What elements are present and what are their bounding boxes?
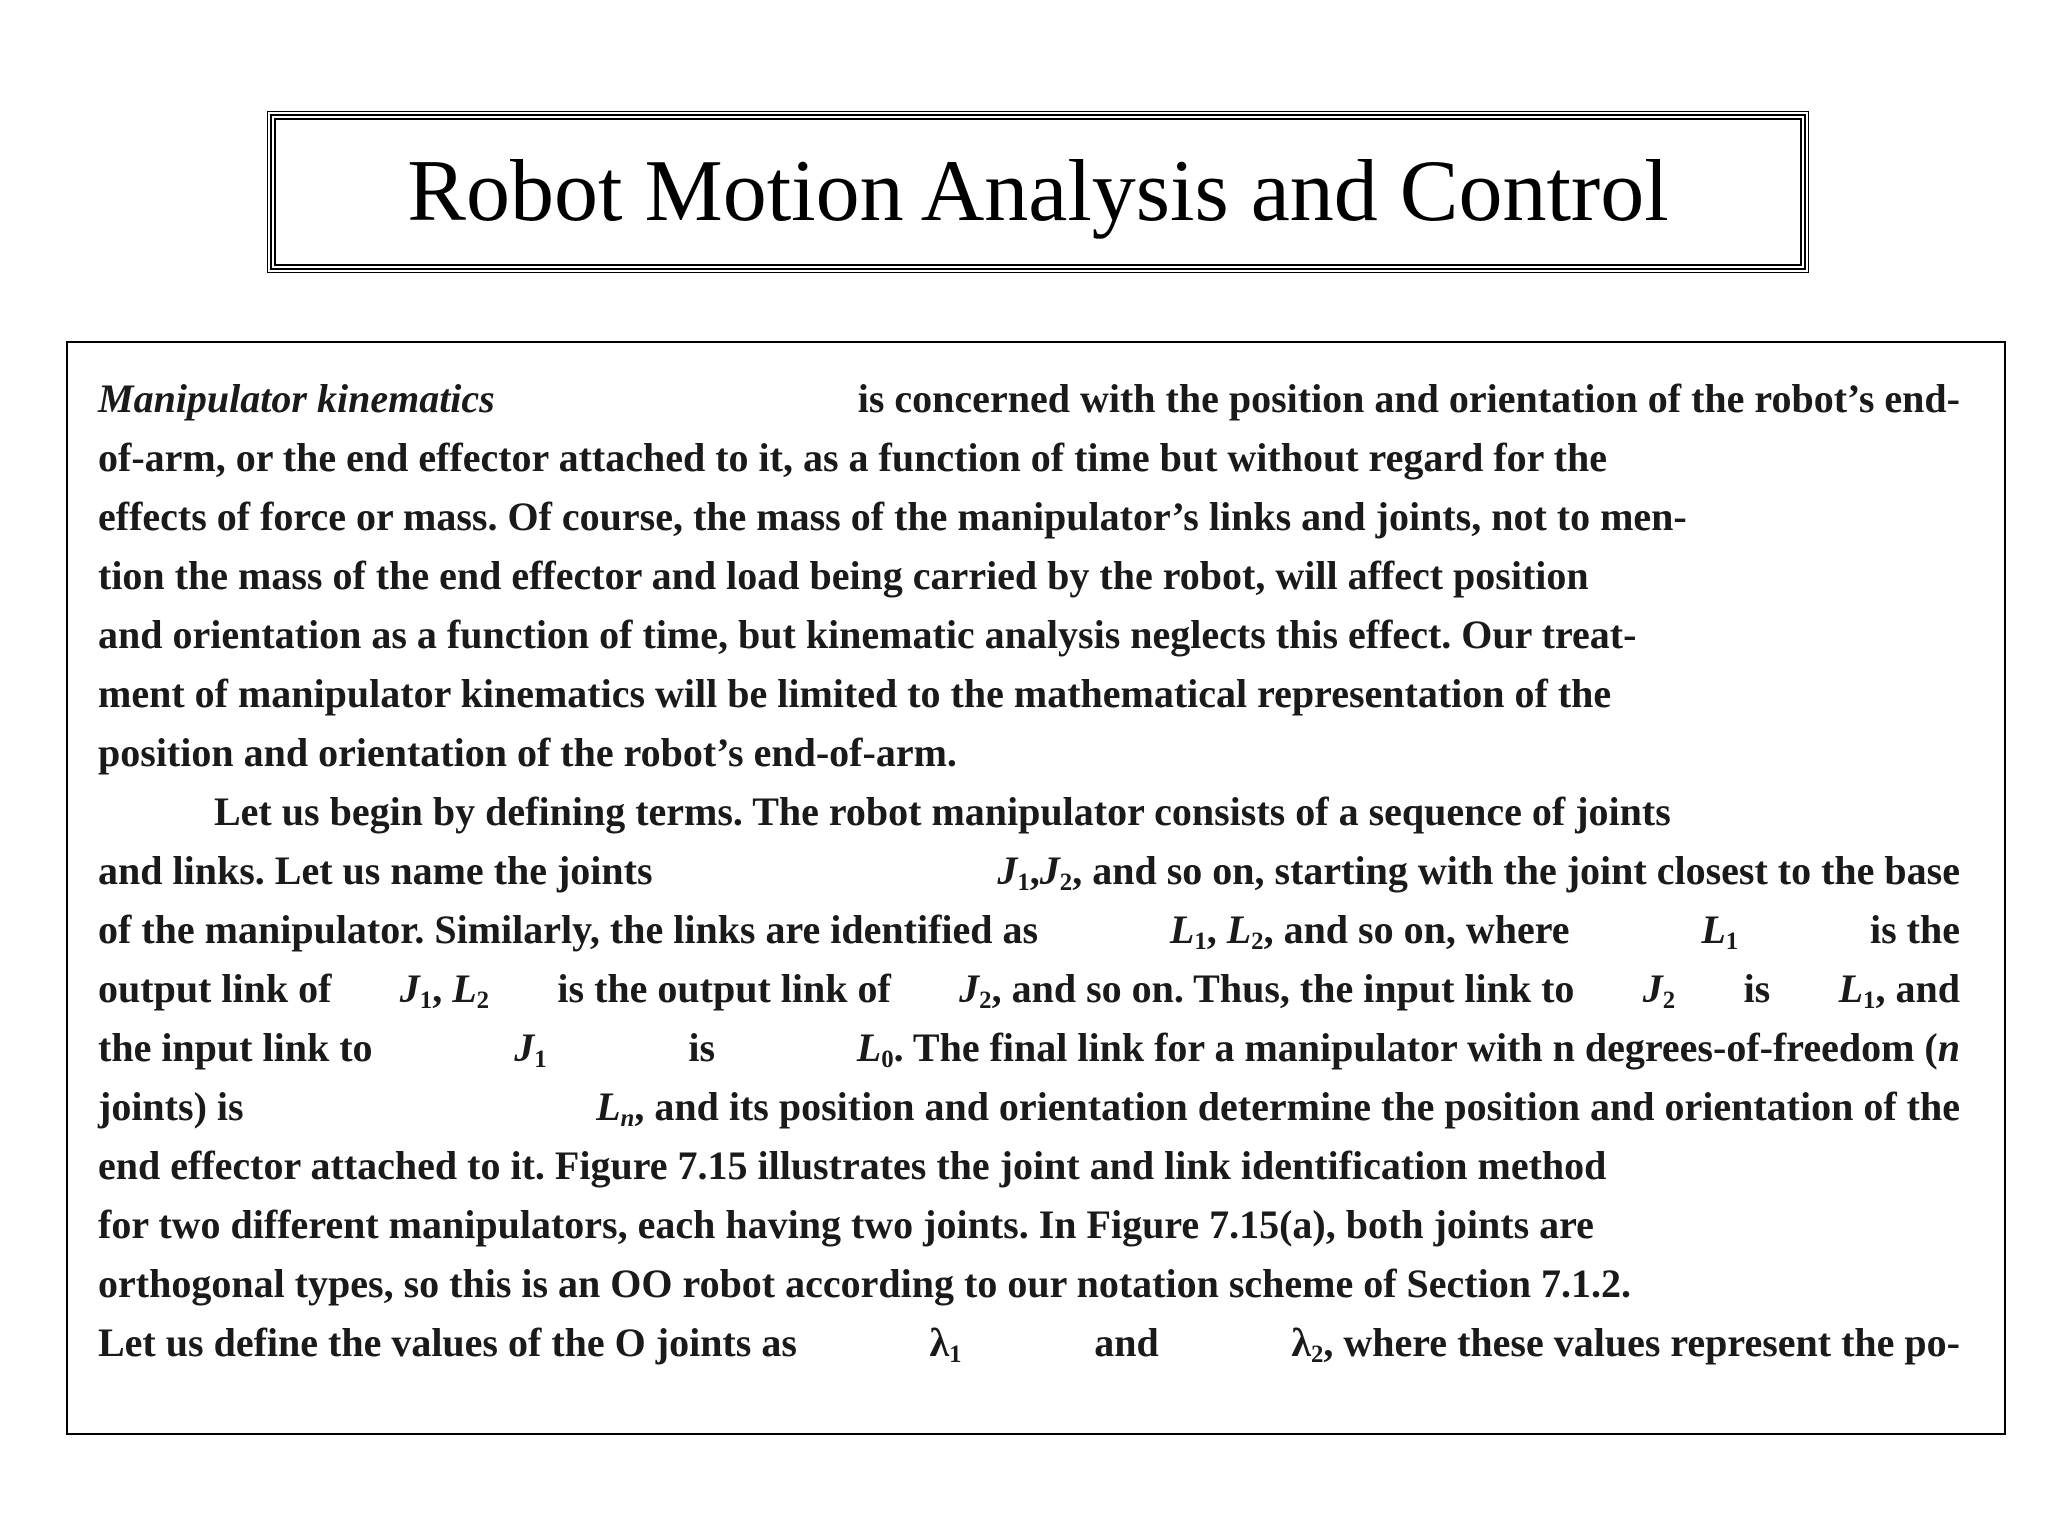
text-line-8 bbox=[98, 782, 1960, 841]
symbol-lambda2: $\lambda_2$, where these values represent the po- bbox=[1291, 1320, 1960, 1369]
text-line-13 bbox=[98, 1077, 1960, 1136]
text-line-6 bbox=[98, 664, 1960, 723]
text-line-1 bbox=[98, 369, 1960, 428]
slide-title: Robot Motion Analysis and Control bbox=[407, 143, 1669, 240]
text-fragment: is bbox=[1743, 966, 1771, 1011]
text-line-9 bbox=[98, 841, 1960, 900]
text-fragment: is concerned with the position and orientation of the robot’s end- bbox=[857, 376, 1960, 421]
text-line-12 bbox=[98, 1018, 1960, 1077]
symbol-l1-l2: $L_1$, $L_2$, and so on, where bbox=[1169, 907, 1570, 956]
term-manipulator-kinematics: Manipulator kinematics bbox=[98, 376, 495, 421]
text-fragment: of-arm, or the end effector attached to it, as a function of time but without regard for the bbox=[98, 435, 1608, 480]
text-line-3 bbox=[98, 487, 1960, 546]
text-fragment: end effector attached to it. Figure 7.15 illustrates the joint and link identification method bbox=[98, 1143, 1607, 1188]
text-line-2 bbox=[98, 428, 1960, 487]
symbol-j2: $J_2$, and so on. Thus, the input link to bbox=[959, 966, 1575, 1015]
symbol-j1-l2: $J_1$, $L_2$ bbox=[399, 966, 490, 1015]
text-fragment: joints) is bbox=[98, 1084, 244, 1129]
text-fragment: orthogonal types, so this is an OO robot according to our notation scheme of Section 7.1.2. bbox=[98, 1261, 1631, 1306]
text-line-17 bbox=[98, 1313, 1960, 1372]
text-fragment: and orientation as a function of time, but kinematic analysis neglects this effect. Our treat- bbox=[98, 612, 1637, 657]
text-line-14 bbox=[98, 1136, 1960, 1195]
text-fragment: output link of bbox=[98, 966, 332, 1011]
text-fragment: is the output link of bbox=[557, 966, 891, 1011]
text-excerpt-panel bbox=[66, 341, 2006, 1435]
symbol-j1-j2: $J_1,J_2$, and so on, starting with the joint closest to the base bbox=[997, 848, 1960, 897]
text-fragment: Let us begin by defining terms. The robot manipulator consists of a sequence of joints bbox=[214, 789, 1671, 834]
text-fragment: and bbox=[1094, 1320, 1159, 1365]
text-fragment: is bbox=[688, 1025, 716, 1070]
text-fragment: effects of force or mass. Of course, the mass of the manipulator’s links and joints, not to men- bbox=[98, 494, 1687, 539]
symbol-l1: $L_1$, and bbox=[1838, 966, 1960, 1015]
symbol-ln: $L_n$, and its position and orientation determine the position and orientation of the bbox=[596, 1084, 1960, 1133]
text-fragment: ment of manipulator kinematics will be limited to the mathematical representation of the bbox=[98, 671, 1612, 716]
text-fragment: and links. Let us name the joints bbox=[98, 848, 653, 893]
slide-title-box bbox=[270, 114, 1806, 270]
symbol-l0: $L_0$. The final link for a manipulator with n degrees-of-freedom (n bbox=[856, 1025, 1960, 1074]
text-line-16 bbox=[98, 1254, 1960, 1313]
symbol-j2: $J_2$ bbox=[1642, 966, 1676, 1015]
text-fragment: Let us define the values of the O joints as bbox=[98, 1320, 797, 1365]
text-fragment: of the manipulator. Similarly, the links are identified as bbox=[98, 907, 1039, 952]
text-line-10 bbox=[98, 900, 1960, 959]
symbol-lambda1: $\lambda_1$ bbox=[929, 1320, 962, 1369]
symbol-j1: $J_1$ bbox=[514, 1025, 547, 1074]
text-fragment: for two different manipulators, each having two joints. In Figure 7.15(a), both joints are bbox=[98, 1202, 1594, 1247]
text-line-5 bbox=[98, 605, 1960, 664]
text-line-4 bbox=[98, 546, 1960, 605]
text-fragment: is the bbox=[1869, 907, 1960, 952]
text-fragment: position and orientation of the robot’s end-of-arm. bbox=[98, 730, 957, 775]
text-fragment: the input link to bbox=[98, 1025, 373, 1070]
text-excerpt-body bbox=[98, 369, 1960, 1372]
text-line-15 bbox=[98, 1195, 1960, 1254]
text-line-7 bbox=[98, 723, 1960, 782]
text-fragment: tion the mass of the end effector and load being carried by the robot, will affect position bbox=[98, 553, 1589, 598]
symbol-l1: $L_1$ bbox=[1701, 907, 1739, 956]
text-line-11 bbox=[98, 959, 1960, 1018]
